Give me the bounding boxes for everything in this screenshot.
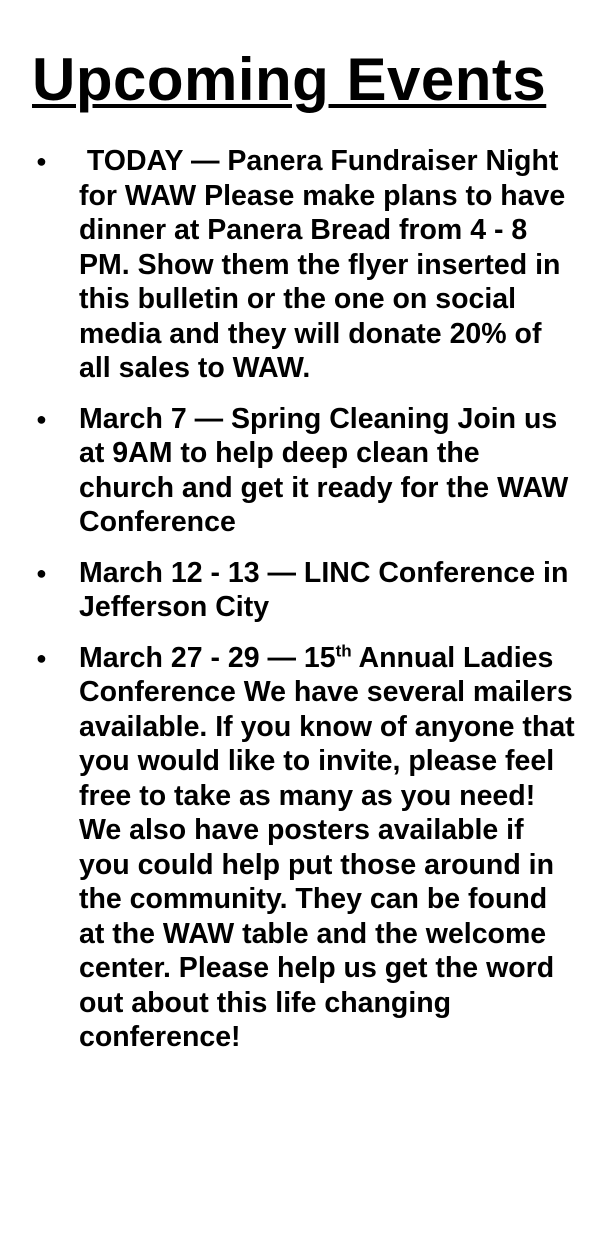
event-text: [79, 642, 575, 1054]
ordinal-superscript: th: [335, 641, 352, 660]
page-title: Upcoming Events: [32, 46, 547, 113]
event-text-before: March 27 - 29 — 15: [79, 641, 336, 674]
event-item-linc-conference: [30, 556, 575, 625]
event-text: March 7 — Spring Cleaning Join us at 9AM to help deep clean the church and get it ready for the WAW Conference: [79, 402, 569, 538]
event-text: March 12 - 13 — LINC Conference in Jefferson City: [79, 556, 569, 623]
event-text-after: Annual Ladies Conference We have several mailers available. If you know of anyone that you would like to invite, please feel free to take as many as you need! We also have posters available if you could help put those around in the community. They can be found at the WAW table and the welcome center. Please help us get the word out about this life changing conference!: [79, 641, 575, 1053]
event-item-spring-cleaning: [30, 402, 575, 540]
event-text: TODAY — Panera Fundraiser Night for WAW Please make plans to have dinner at Panera Bread from 4 - 8 PM. Show them the flyer inserted in this bulletin or the one on social media and they will donate 20% of all sales to WAW.: [79, 145, 566, 384]
events-list: [30, 144, 575, 1071]
event-item-ladies-conference: [30, 641, 575, 1055]
bullet-icon: ●: [36, 647, 47, 668]
bullet-icon: ●: [36, 408, 47, 429]
bullet-icon: ●: [36, 151, 47, 171]
event-item-panera-fundraiser: [30, 144, 575, 386]
bullet-icon: ●: [36, 562, 47, 583]
